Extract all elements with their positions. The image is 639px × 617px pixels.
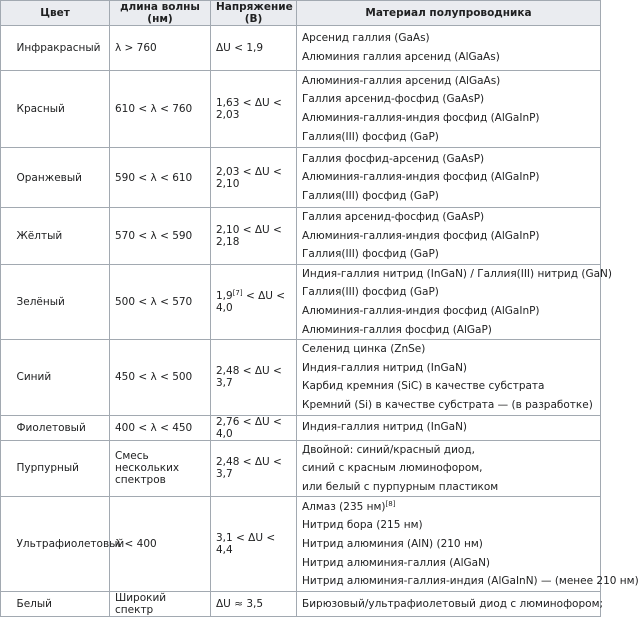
material-item: синий с красным люминофором,: [302, 462, 483, 475]
material-cell: [297, 592, 604, 617]
voltage-cell: 3,1 < ΔU < 4,4: [211, 497, 297, 592]
wavelength-cell: Широкий спектр: [110, 592, 211, 617]
wavelength-line: Смесь нескольких: [115, 450, 180, 475]
table-row: [1, 264, 601, 339]
table-row: [1, 148, 601, 208]
color-swatch: [1, 592, 9, 617]
header-color: Цвет: [1, 1, 110, 26]
color-swatch: [1, 71, 9, 148]
material-text: Алмаз (235 нм): [302, 500, 386, 513]
wavelength-cell: λ > 760: [110, 26, 211, 71]
material-item: Алюминия-галлия фосфид (AlGaP): [302, 323, 492, 336]
wavelength-line: спектров: [115, 474, 166, 487]
header-voltage: Напряжение (В): [211, 1, 297, 26]
header-wavelength: длина волны (нм): [110, 1, 211, 26]
material-cell: [297, 340, 601, 415]
header-row: [1, 1, 601, 26]
wavelength-cell: [110, 440, 211, 497]
voltage-cell: ΔU ≈ 3,5: [211, 592, 297, 617]
color-name: Белый: [9, 592, 110, 617]
material-cell: [297, 71, 601, 148]
wavelength-cell: λ < 400: [110, 497, 211, 592]
wavelength-cell: 400 < λ < 450: [110, 415, 211, 440]
color-name: Фиолетовый: [9, 415, 110, 440]
wavelength-cell: 570 < λ < 590: [110, 208, 211, 265]
material-item: Галлия(III) фосфид (GaP): [302, 248, 439, 261]
voltage-suffix: < ΔU < 4,0: [216, 289, 286, 314]
material-item: Карбид кремния (SiC) в качестве субстрата: [302, 380, 545, 393]
voltage-cell: 2,10 < ΔU < 2,18: [211, 208, 297, 265]
color-swatch: [1, 415, 9, 440]
color-name: Жёлтый: [9, 208, 110, 265]
color-name: Красный: [9, 71, 110, 148]
material-item: Двойной: синий/красный диод,: [302, 443, 475, 456]
material-item: Селенид цинка (ZnSe): [302, 343, 426, 356]
color-name: Зелёный: [9, 264, 110, 339]
voltage-cell: 2,03 < ΔU < 2,10: [211, 148, 297, 208]
material-item: Нитрид алюминия-галлия (AlGaN): [302, 556, 491, 569]
voltage-cell: 1,63 < ΔU < 2,03: [211, 71, 297, 148]
table-row: [1, 26, 601, 71]
header-material: Материал полупроводника: [297, 1, 601, 26]
color-swatch: [1, 497, 9, 592]
color-swatch: [1, 26, 9, 71]
color-swatch: [1, 208, 9, 265]
color-swatch: [1, 440, 9, 497]
material-item: Кремний (Si) в качестве субстрата — (в разработке): [302, 398, 593, 411]
table-row: [1, 340, 601, 415]
material-item: Арсенид галлия (GaAs): [302, 32, 430, 45]
table-row: [1, 415, 601, 440]
material-cell: [297, 415, 601, 440]
material-item: Галлия арсенид-фосфид (GaAsP): [302, 211, 485, 223]
wavelength-cell: 500 < λ < 570: [110, 264, 211, 339]
material-item: Бирюзовый/ультрафиолетовый диод с люминофором;: [302, 598, 604, 611]
color-name: Ультрафиолетовый: [9, 497, 110, 592]
material-item: Галлия(III) фосфид (GaP): [302, 189, 439, 202]
voltage-cell: 2,76 < ΔU < 4,0: [211, 415, 297, 440]
material-item: Галлия(III) фосфид (GaP): [302, 286, 439, 299]
voltage-prefix: 1,9: [216, 289, 233, 302]
material-cell: [297, 148, 601, 208]
wavelength-cell: 450 < λ < 500: [110, 340, 211, 415]
material-item: Алюминия-галлия-индия фосфид (AlGaInP): [302, 171, 540, 184]
color-swatch: [1, 148, 9, 208]
material-item: Алюминия-галлия-индия фосфид (AlGaInP): [302, 112, 540, 124]
material-cell: [297, 208, 601, 265]
material-item: Нитрид алюминия-галлия-индия (AlGaInN) — (менее 210 нм): [302, 575, 639, 588]
color-swatch: [1, 340, 9, 415]
color-name: Синий: [9, 340, 110, 415]
voltage-cell: [211, 264, 297, 339]
table-row: [1, 497, 601, 592]
material-item: Алюминия-галлия-индия фосфид (AlGaInP): [302, 304, 540, 317]
material-item: [302, 498, 595, 517]
table-row: [1, 592, 601, 617]
material-item: Нитрид бора (215 нм): [302, 519, 423, 532]
material-item: Индия-галлия нитрид (InGaN) / Галлия(III) нитрид (GaN): [302, 267, 612, 280]
table-row: [1, 208, 601, 265]
color-name: Пурпурный: [9, 440, 110, 497]
table-row: [1, 71, 601, 148]
table-row: [1, 440, 601, 497]
material-cell: [297, 26, 601, 71]
material-cell: [297, 440, 601, 497]
color-name: Оранжевый: [9, 148, 110, 208]
voltage-cell: 2,48 < ΔU < 3,7: [211, 340, 297, 415]
reference-link-8[interactable]: [8]: [385, 499, 396, 508]
material-item: Индия-галлия нитрид (InGaN): [302, 421, 468, 434]
material-cell: [297, 264, 612, 339]
wavelength-cell: 610 < λ < 760: [110, 71, 211, 148]
material-item: Нитрид алюминия (AlN) (210 нм): [302, 538, 483, 551]
material-item: Галлия арсенид-фосфид (GaAsP): [302, 93, 485, 106]
material-cell: [297, 497, 639, 592]
voltage-cell: ΔU < 1,9: [211, 26, 297, 71]
material-item: Индия-галлия нитрид (InGaN): [302, 361, 468, 374]
material-item: Галлия(III) фосфид (GaP): [302, 130, 439, 143]
color-swatch: [1, 264, 9, 339]
voltage-cell: 2,48 < ΔU < 3,7: [211, 440, 297, 497]
material-item: Галлия фосфид-арсенид (GaAsP): [302, 152, 485, 165]
reference-link-7[interactable]: [7]: [232, 288, 243, 297]
color-name: Инфракрасный: [9, 26, 110, 71]
material-item: или белый с пурпурным пластиком: [302, 480, 499, 493]
wavelength-cell: 590 < λ < 610: [110, 148, 211, 208]
material-item: Алюминия галлия арсенид (AlGaAs): [302, 51, 500, 63]
material-item: Алюминия-галлия арсенид (AlGaAs): [302, 74, 501, 87]
material-item: Алюминия-галлия-индия фосфид (AlGaInP): [302, 229, 540, 242]
